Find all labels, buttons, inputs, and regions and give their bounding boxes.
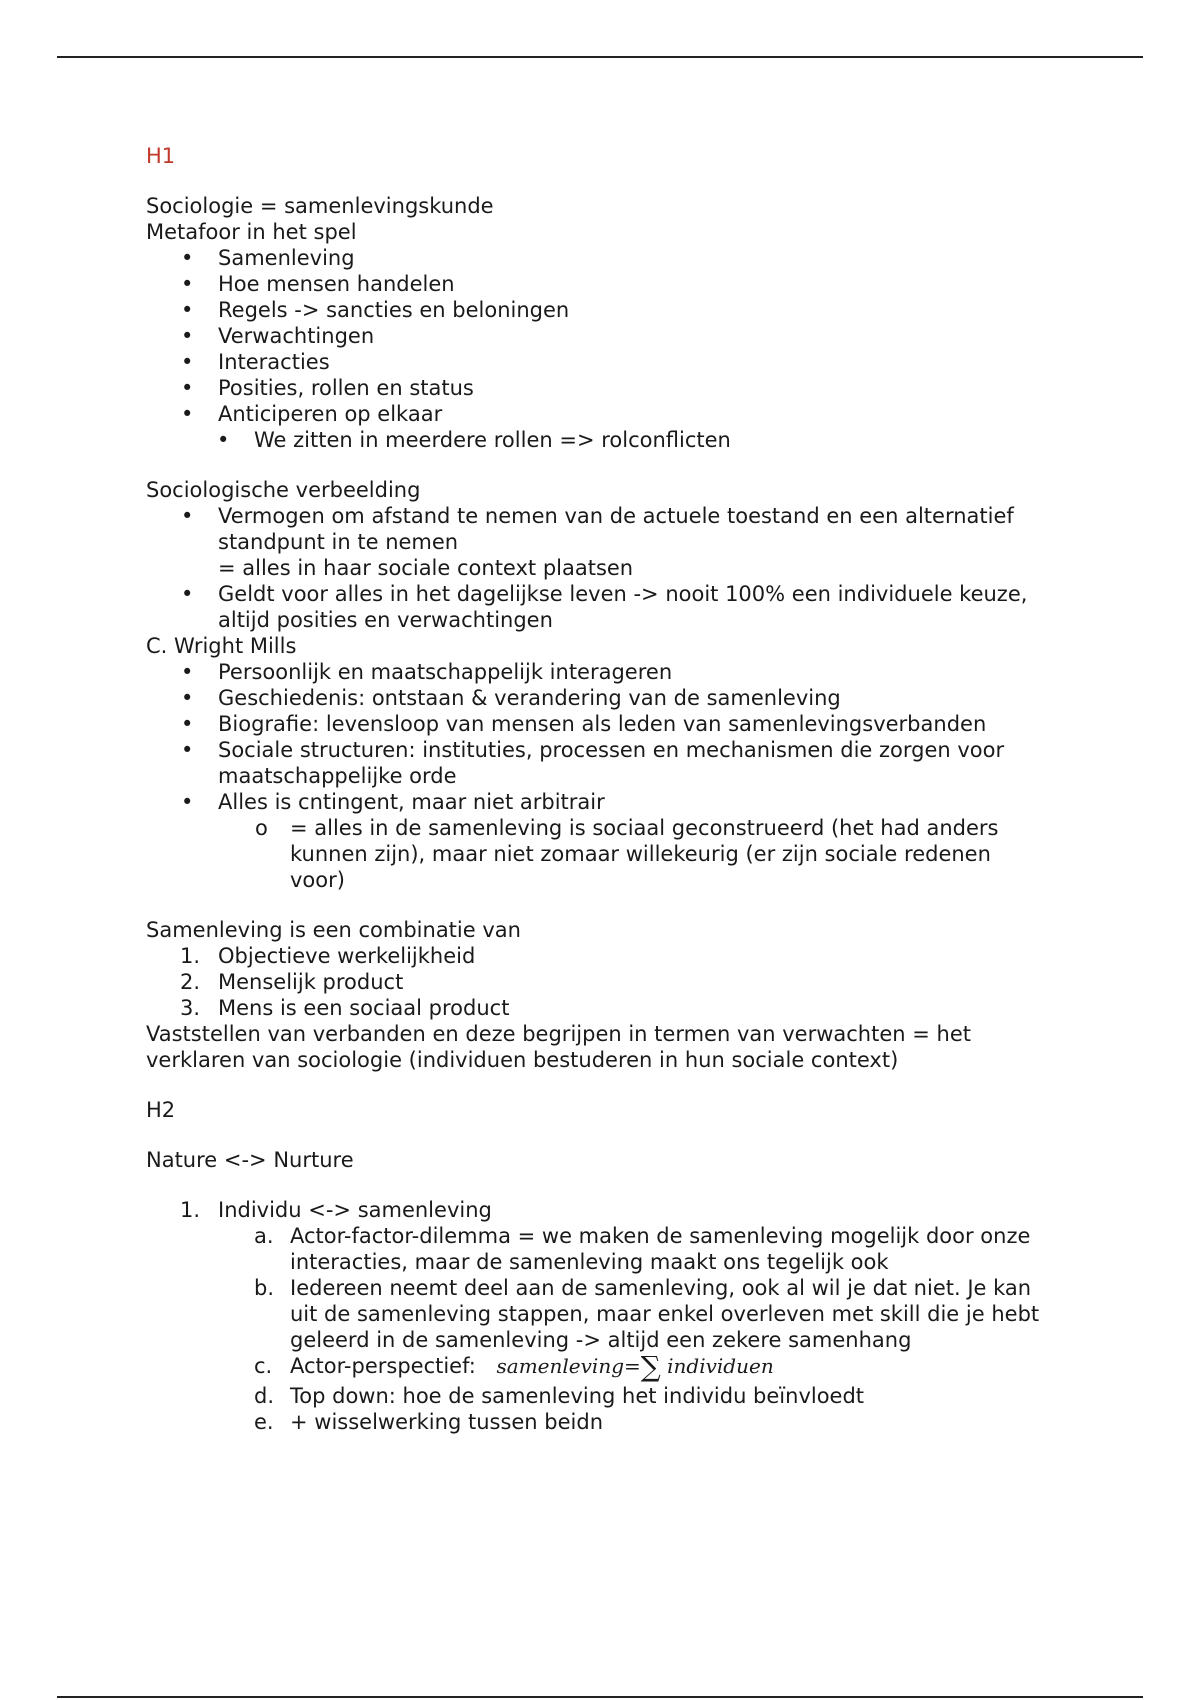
numbered-item [146, 995, 1106, 1021]
document-body [146, 143, 1106, 1435]
numbered-item [146, 943, 1106, 969]
bullet-text: standpunt in te nemen [218, 530, 459, 554]
list-number: 2. [180, 970, 201, 994]
list-letter: d. [254, 1384, 275, 1408]
header-rule [57, 56, 1143, 58]
sub-bullet-item [146, 815, 1106, 893]
bullet-item: • Biografie: levensloop van mensen als leden van samenlevingsverbanden [146, 711, 1106, 737]
bullet-item [146, 737, 1106, 789]
lettered-item [146, 1223, 1106, 1275]
heading-h2: H2 [146, 1098, 176, 1122]
numbered-item [146, 969, 1106, 995]
lettered-text: + wisselwerking tussen beidn [290, 1410, 604, 1434]
list-number: 1. [180, 1198, 201, 1222]
lettered-text: geleerd in de samenleving -> altijd een zekere samenhang [290, 1328, 912, 1352]
sub-bullet-item: • We zitten in meerdere rollen => rolconflicten [146, 427, 1106, 453]
sum-formula [496, 1350, 774, 1383]
list-number: 1. [180, 944, 201, 968]
bullet-text: voor) [290, 868, 345, 892]
section-title: Sociologische verbeelding [146, 478, 421, 502]
paragraph-line: Vaststellen van verbanden en deze begrijpen in termen van verwachten = het [146, 1022, 971, 1046]
numbered-text: Menselijk product [218, 970, 404, 994]
bullet-text: o = alles in de samenleving is sociaal geconstrueerd (het had anders [290, 816, 999, 840]
formula-lhs: samenleving [496, 1354, 624, 1378]
bullet-text: = alles in haar sociale context plaatsen [218, 556, 634, 580]
bullet-text: • Vermogen om afstand te nemen van de actuele toestand en een alternatief [218, 504, 1014, 528]
section-title: C. Wright Mills [146, 634, 297, 658]
intro-line: Sociologie = samenlevingskunde [146, 194, 494, 218]
formula-equals: = [624, 1354, 641, 1378]
bullet-item: • Persoonlijk en maatschappelijk interageren [146, 659, 1106, 685]
bullet-item: • Hoe mensen handelen [146, 271, 1106, 297]
numbered-text: Individu <-> samenleving [218, 1198, 492, 1222]
bullet-item [146, 503, 1106, 581]
bullet-text: maatschappelijke orde [218, 764, 457, 788]
paragraph-line: verklaren van sociologie (individuen bestuderen in hun sociale context) [146, 1048, 899, 1072]
list-letter: a. [254, 1224, 274, 1248]
bullet-item: • Samenleving [146, 245, 1106, 271]
section-title: Samenleving is een combinatie van [146, 918, 521, 942]
section-title: Nature <-> Nurture [146, 1148, 354, 1172]
numbered-text: Objectieve werkelijkheid [218, 944, 476, 968]
list-number: 3. [180, 996, 201, 1020]
numbered-text: Mens is een sociaal product [218, 996, 510, 1020]
numbered-item [146, 1197, 1106, 1223]
bullet-text: altijd posities en verwachtingen [218, 608, 553, 632]
lettered-item [146, 1409, 1106, 1435]
list-letter: e. [254, 1410, 274, 1434]
intro-line: Metafoor in het spel [146, 220, 357, 244]
lettered-text: Top down: hoe de samenleving het individu beïnvloedt [290, 1384, 865, 1408]
lettered-text: Iedereen neemt deel aan de samenleving, ook al wil je dat niet. Je kan [290, 1276, 1032, 1300]
lettered-item [146, 1383, 1106, 1409]
lettered-text: interacties, maar de samenleving maakt ons tegelijk ook [290, 1250, 889, 1274]
sigma-symbol: ∑ [640, 1350, 661, 1383]
heading-h1: H1 [146, 144, 176, 168]
bullet-item: • Anticiperen op elkaar [146, 401, 1106, 427]
bullet-item: • Posities, rollen en status [146, 375, 1106, 401]
bullet-item: • Verwachtingen [146, 323, 1106, 349]
bullet-text: kunnen zijn), maar niet zomaar willekeurig (er zijn sociale redenen [290, 842, 991, 866]
lettered-text: Actor-factor-dilemma = we maken de samenleving mogelijk door onze [290, 1224, 1031, 1248]
lettered-item [146, 1275, 1106, 1353]
footer-rule [57, 1696, 1143, 1698]
bullet-item [146, 581, 1106, 633]
bullet-text: • Sociale structuren: instituties, processen en mechanismen die zorgen voor [218, 738, 1005, 762]
lettered-text: uit de samenleving stappen, maar enkel overleven met skill die je hebt [290, 1302, 1040, 1326]
list-letter: b. [254, 1276, 275, 1300]
formula-rhs: individuen [667, 1354, 774, 1378]
bullet-text: • Geldt voor alles in het dagelijkse leven -> nooit 100% een individuele keuze, [218, 582, 1028, 606]
lettered-text: Actor-perspectief: [290, 1354, 476, 1378]
bullet-item: • Geschiedenis: ontstaan & verandering van de samenleving [146, 685, 1106, 711]
bullet-item: • Interacties [146, 349, 1106, 375]
bullet-item: • Regels -> sancties en beloningen [146, 297, 1106, 323]
lettered-item [146, 1350, 1106, 1383]
list-letter: c. [254, 1354, 273, 1378]
bullet-item: • Alles is cntingent, maar niet arbitrair [146, 789, 1106, 815]
